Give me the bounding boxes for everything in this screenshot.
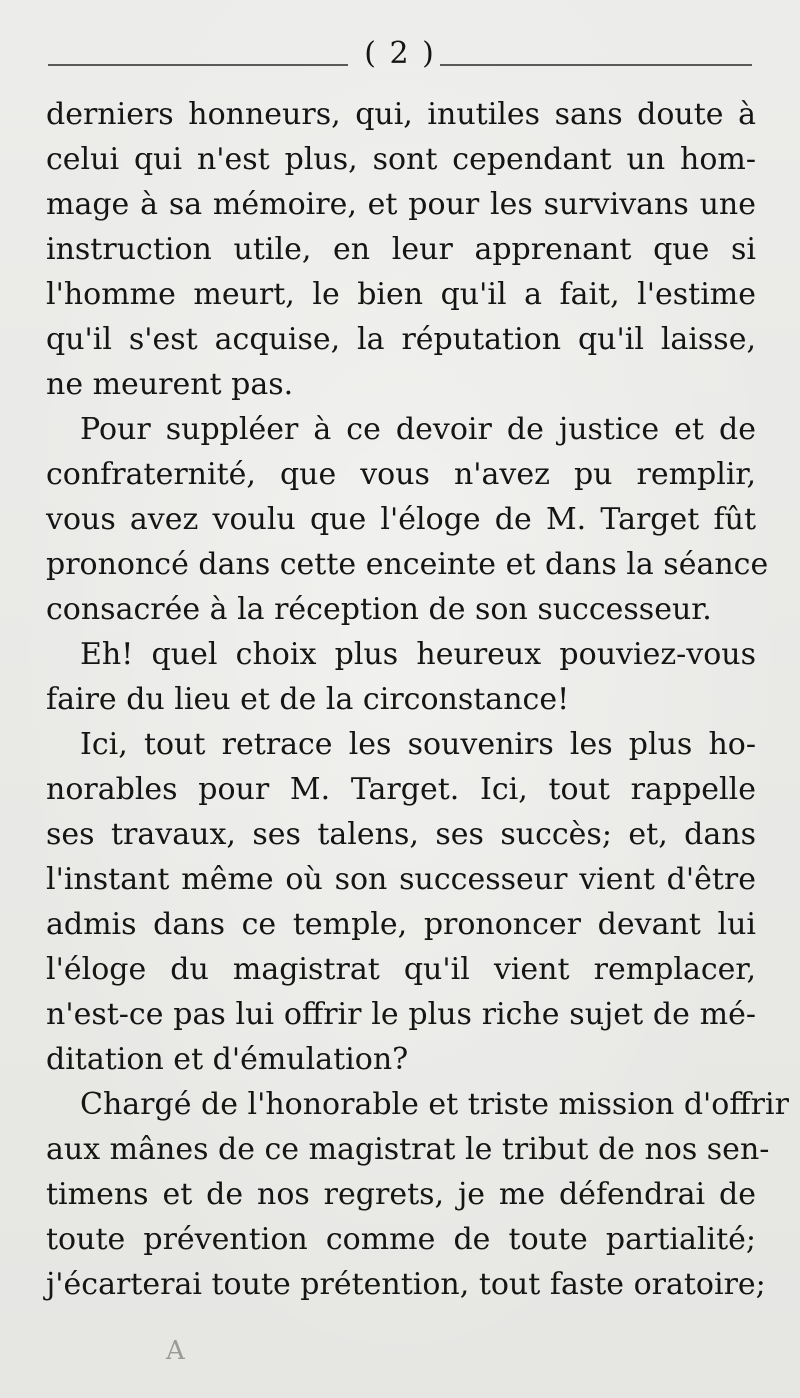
paragraph-3 <box>46 632 756 722</box>
text-line: aux mânes de ce magistrat le tribut de nos sen- <box>46 1132 770 1167</box>
text-line: ditation et d'émulation? <box>46 1042 409 1077</box>
header-rule-right <box>440 64 752 66</box>
text-line: toute prévention comme de toute partialité; <box>46 1222 756 1257</box>
paragraph-2 <box>46 407 769 632</box>
text-line: consacrée à la réception de son successeur. <box>46 592 712 627</box>
text-line: n'est-ce pas lui offrir le plus riche sujet de mé- <box>46 997 756 1032</box>
paragraph-4 <box>46 722 756 1082</box>
text-line: mage à sa mémoire, et pour les survivans une <box>46 187 756 222</box>
text-line: instruction utile, en leur apprenant que si <box>46 232 756 267</box>
text-line: celui qui n'est plus, sont cependant un hom- <box>46 142 756 177</box>
paragraph-1 <box>46 92 756 407</box>
text-line: Ici, tout retrace les souvenirs les plus ho- <box>80 727 756 762</box>
text-line: confraternité, que vous n'avez pu remplir, <box>46 457 756 492</box>
text-line: norables pour M. Target. Ici, tout rappelle <box>46 772 756 807</box>
page-number: ( 2 ) <box>364 36 436 71</box>
text-line: prononcé dans cette enceinte et dans la séance <box>46 547 769 582</box>
text-line: vous avez voulu que l'éloge de M. Target fût <box>46 502 756 537</box>
text-line: Chargé de l'honorable et triste mission d'offrir <box>80 1087 789 1122</box>
text-line: Eh! quel choix plus heureux pouviez-vous <box>80 637 756 672</box>
text-line: ses travaux, ses talens, ses succès; et, dans <box>46 817 756 852</box>
text-line: admis dans ce temple, prononcer devant lui <box>46 907 756 942</box>
text-line: l'homme meurt, le bien qu'il a fait, l'estime <box>46 277 756 312</box>
printer-signature-mark: A <box>166 1336 185 1366</box>
body-text <box>46 92 789 1307</box>
text-line: Pour suppléer à ce devoir de justice et de <box>80 412 756 447</box>
text-line: j'écarterai toute prétention, tout faste oratoire; <box>46 1267 766 1302</box>
text-line: faire du lieu et de la circonstance! <box>46 682 570 717</box>
text-line: timens et de nos regrets, je me défendrai de <box>46 1177 756 1212</box>
text-line: l'éloge du magistrat qu'il vient remplacer, <box>46 952 756 987</box>
text-line: qu'il s'est acquise, la réputation qu'il laisse, <box>46 322 756 357</box>
text-line: ne meurent pas. <box>46 367 294 402</box>
text-line: derniers honneurs, qui, inutiles sans doute à <box>46 97 756 132</box>
paragraph-5 <box>46 1082 789 1307</box>
text-line: l'instant même où son successeur vient d'être <box>46 862 756 897</box>
